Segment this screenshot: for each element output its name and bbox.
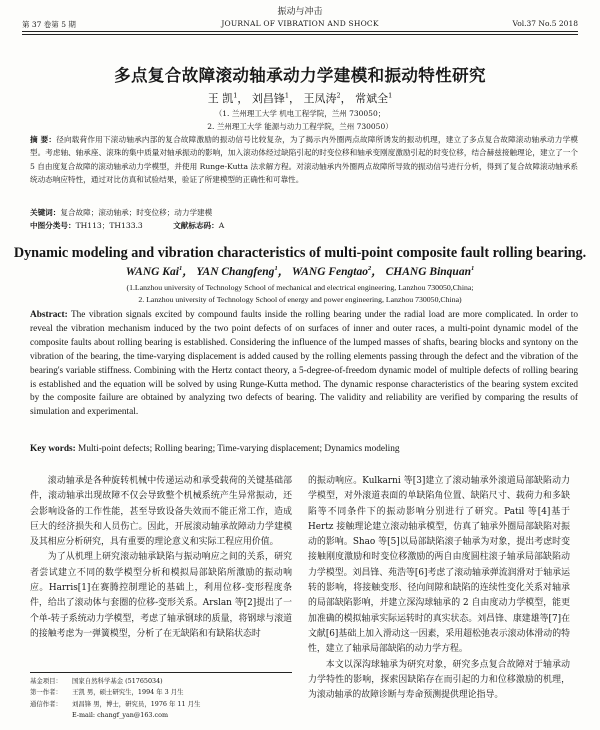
keywords-text-cn: 复合故障；滚动轴承；时变位移；动力学建模 xyxy=(60,208,213,217)
header-rule-thin xyxy=(22,34,578,35)
running-header xyxy=(22,17,578,31)
paper-title-en: Dynamic modeling and vibration characteristics of multi-point composite fault rolling bearing. xyxy=(13,245,587,261)
body-paragraph: 滚动轴承是各种旋转机械中传递运动和承受载荷的关键基础部件，滚动轴承出现故障不仅会导致整个机械系统产生异常振动，还会影响设备的工作性能，甚至导致设备失效而不能正常工作，造成巨大的经济损失和人员伤亡。因此，开展滚动轴承故障动力学建模及其相应分析研究，具有重要的理论意义和实际工程应用价值。 xyxy=(30,476,292,548)
author-en: CHANG Binquan xyxy=(385,266,471,278)
author-affil-sup: 1 xyxy=(274,265,278,273)
author-affil-sup: 1 xyxy=(178,265,183,273)
author-affil-sup: 1 xyxy=(388,91,393,100)
keywords-label-cn: 关键词： xyxy=(30,208,61,217)
cls-value: TH113；TH133.3 xyxy=(75,221,143,230)
author-affil-sup: 2 xyxy=(336,91,341,100)
cls-label: 中图分类号： xyxy=(30,221,76,230)
footnote-rule xyxy=(30,672,292,673)
volume-issue-en: Vol.37 No.5 2018 xyxy=(512,19,578,28)
header-rule-thick xyxy=(22,31,578,32)
footnote-email: E-mail: changf_yan@163.com xyxy=(72,710,169,719)
keywords-cn xyxy=(30,207,212,218)
abstract-text-cn: 径向载荷作用下滚动轴承内部的复合故障激励的振动信号比较复杂，为了揭示内外圈两点故障所诱发的振动机理，建立了多点复合故障滚动轴承动力学模型。考虑轴、轴承座、滚珠的集中质量对轴承振动的影响，加入滚动体经过缺陷引起的时变位移和轴承变刚度激励引起的时变位移，结合赫兹接触理论，建立了一个 5 自由度复合故障的滚动轴承动力学模型，并使用 Runge-Kutta 法求解方程。对滚动轴承内外圈两点故障所导致的振动信号进行分析，得到了复合故障滚动轴承系统动态响应特性，通过对比仿真和试验结果，验证了所建模型的正确性和可靠性。 xyxy=(30,135,578,185)
author-affil-sup: 1 xyxy=(233,91,238,100)
paper-title-cn: 多点复合故障滚动轴承动力学建模和振动特性研究 xyxy=(114,66,486,85)
classification-row xyxy=(30,220,252,231)
body-paragraph: 本文以深沟球轴承为研究对象，研究多点复合故障对于轴承动力学特性的影响，探索因缺陷存在而引起的力和位移激励的机理，为滚动轴承的故障诊断与寿命预测提供理论指导。 xyxy=(308,659,570,701)
author-cn: 刘昌锋 xyxy=(251,92,285,105)
doc-code-label: 文献标志码： xyxy=(173,221,219,230)
body-column-left xyxy=(30,474,292,642)
abstract-cn xyxy=(30,133,578,187)
body-paragraph: 的振动响应。Kulkarni 等[3]建立了滚动轴承外滚道局部缺陷动力学模型，对外滚道表面的单缺陷角位置、缺陷尺寸、载荷力和多缺陷等不同条件下的振动影响分别进行了研究。Patil 等[4]基于 Hertz 接触理论建立滚动轴承模型，仿真了轴承外圈局部缺陷对振动的影响。Shao 等[5]以局部缺陷滚子轴承为对象，提出考虑时变接触刚度激励和时变位移激励的两自由度圆柱滚子轴承局部缺陷动力学模型。刘昌锋、苑浩等[6]考虑了滚动轴承弹流润滑对于轴承运转的影响，将接触变形、径向间隙和缺陷的连续性变化关系对轴承的局部缺陷影响，并建立深沟球轴承的 2 自由度动力学模型，能更加准确的模拟轴承实际运转时的真实状态。刘昌锋、康建雄等[7]在文献[6]基础上加入滑动这一因素，采用超松弛表示滚动体滑动的特性，建立了轴承局部缺陷的动力学方程。 xyxy=(308,476,570,655)
authors-en: WANG Kai$^1$， YAN Changfeng$^1$， WANG Fengtao$^2$， CHANG Binquan$^1$ xyxy=(125,265,475,278)
abstract-label-en: Abstract: xyxy=(30,310,68,320)
affiliation-en-2: 2. Lanzhou university of Technology School of energy and power engineering, Lanzhou 730050,China) xyxy=(138,295,462,304)
footnote-first-author: 第一作者： 王凯 男，硕士研究生，1994 年 3 月生 xyxy=(30,688,184,697)
author-cn: 王凤涛 xyxy=(303,92,337,105)
body-paragraph: 为了从机理上研究滚动轴承缺陷与振动响应之间的关系，研究者尝试建立不同的数学模型分析和模拟局部缺陷所激励的振动响应。Harris[1]在赛腾控制理论的基础上，利用位移-变形程度条件，给出了滚动体与套圈的位移-变形关系。Arslan 等[2]提出了一个单-转子系统动力学模型，考虑了轴承钢球的质量，将钢球与滚道的接触考虑为一弹簧模型，分析了在无缺陷和有缺陷状态时 xyxy=(30,552,292,639)
author-cn: 王 凯 xyxy=(207,92,234,105)
footnotes xyxy=(30,676,292,721)
affiliation-cn-2: 2. 兰州理工大学 能源与动力工程学院，兰州 730050） xyxy=(207,122,393,131)
author-en: YAN Changfeng xyxy=(196,266,275,278)
authors-cn: 王 凯$^1$， 刘昌锋$^1$， 王凤涛$^2$， 常斌全$^1$ xyxy=(207,91,393,105)
abstract-text-en: The vibration signals excited by compound faults inside the rolling bearing under the radial load are more complicated. In order to reveal the vibration mechanism induced by the two point defects of on surfaces of inner and outer races, a multi-point dynamic model of the composite faults about rolling bearing is established. Considering the influence of the lumped masses of shafts, bearing blocks and syntony on the vibration of the bearing, the time-varying displacement is added caused by the rolling elements passing through the defect and the vibration of the bearing's variable stiffness. Combining with the Hertz contact theory, a 5-degree-of-freedom dynamic model of multiple defects of rolling bearing is established and the equation will be solved by using Runge-Kutta method. The dynamic response characteristics of the bearing system excited by the composite failure are obtained by analyzing two defects of bearing. The validity and reliability are verified by comparing the results of simulation and experimental. xyxy=(30,310,578,418)
volume-issue-cn: 第 37 卷第 5 期 xyxy=(22,20,76,29)
journal-name-en: JOURNAL OF VIBRATION AND SHOCK xyxy=(221,19,379,28)
author-en: WANG Fengtao xyxy=(291,266,369,278)
keywords-text-en: Multi-point defects; Rolling bearing; Time-varying displacement; Dynamics modeling xyxy=(78,444,400,454)
author-cn: 常斌全 xyxy=(355,92,389,105)
abstract-label-cn: 摘 要： xyxy=(30,135,57,144)
journal-name-top: 振动与冲击 xyxy=(277,7,323,17)
keywords-en xyxy=(30,444,578,454)
footnote-corresponding-author: 通信作者： 刘昌锋 男，博士，研究员，1976 年 11 月生 xyxy=(30,699,201,708)
author-affil-sup: 1 xyxy=(470,265,475,273)
author-affil-sup: 1 xyxy=(284,91,289,100)
keywords-label-en: Key words: xyxy=(30,444,76,454)
author-en: WANG Kai xyxy=(125,266,179,278)
affiliation-cn-1: （1. 兰州理工大学 机电工程学院，兰州 730050； xyxy=(214,109,386,118)
body-column-right xyxy=(308,474,570,703)
footnote-funding: 基金项目： 国家自然科学基金 (51765034) xyxy=(30,677,163,685)
author-affil-sup: 2 xyxy=(368,265,372,273)
affiliation-en-1: (1.Lanzhou university of Technology School of mechanical and electrical engineering, Lanzhou 730050,China; xyxy=(126,283,474,292)
abstract-en xyxy=(30,309,578,420)
doc-code-value: A xyxy=(218,221,225,230)
